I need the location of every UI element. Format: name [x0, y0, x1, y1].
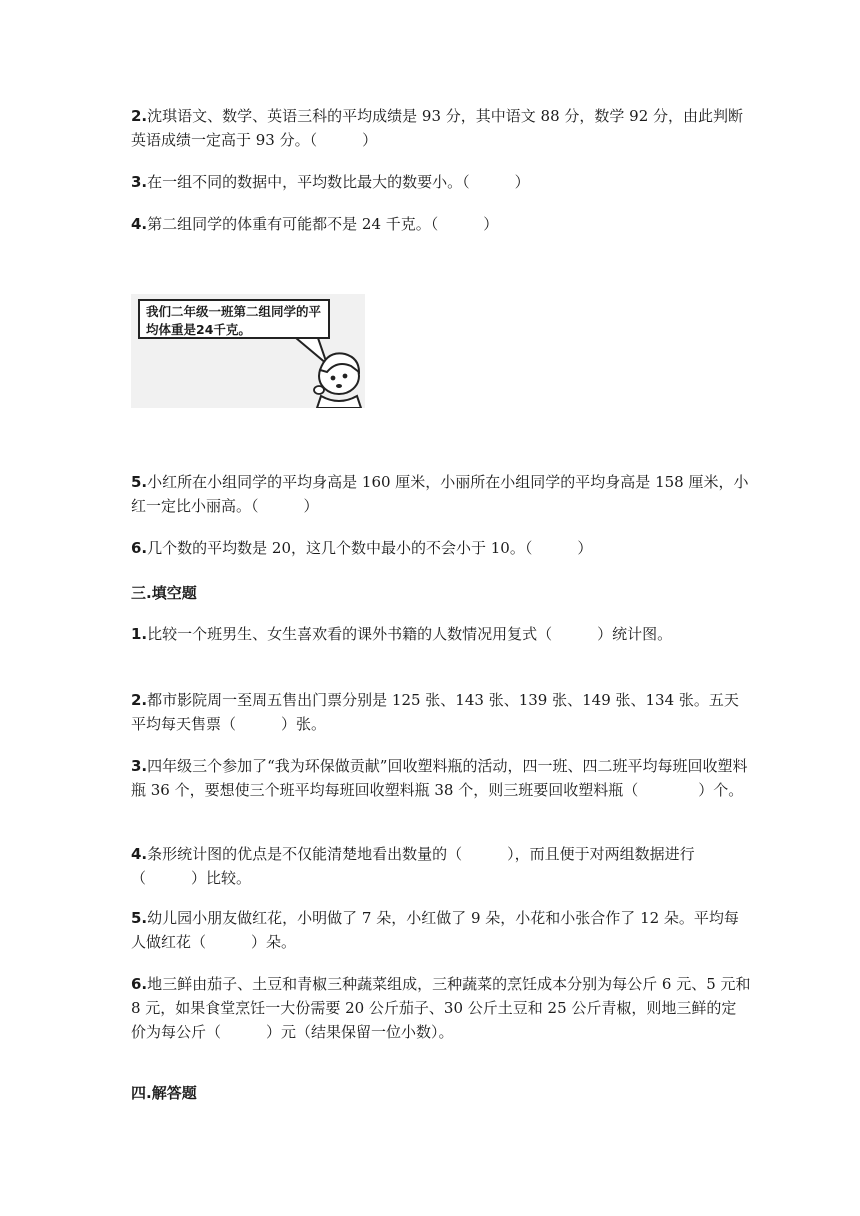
section-title-answer: 四.解答题	[131, 1084, 197, 1102]
question-text: 比较一个班男生、女生喜欢看的课外书籍的人数情况用复式（ ）统计图。	[147, 625, 673, 643]
question-text: 沈琪语文、数学、英语三科的平均成绩是 93 分，其中语文 88 分，数学 92 分，由此判断英语成绩一定高于 93 分。（ ）	[131, 107, 744, 149]
question-text: 四年级三个参加了“我为环保做贡献”回收塑料瓶的活动，四一班、四二班平均每班回收塑料瓶 36 个，要想使三个班平均每班回收塑料瓶 38 个，则三班要回收塑料瓶（ ）个。	[131, 757, 748, 799]
speech-bubble-illustration	[131, 294, 365, 408]
judge-question-3	[131, 170, 751, 194]
fill-question-1	[131, 622, 751, 646]
question-number: 5.	[131, 473, 148, 491]
fill-question-6	[131, 972, 751, 1044]
question-number: 2.	[131, 691, 148, 709]
question-text: 在一组不同的数据中，平均数比最大的数要小。（ ）	[147, 173, 530, 191]
question-number: 2.	[131, 107, 148, 125]
question-text: 地三鲜由茄子、土豆和青椒三种蔬菜组成，三种蔬菜的烹饪成本分别为每公斤 6 元、5 元和 8 元，如果食堂烹饪一大份需要 20 公斤茄子、30 公斤土豆和 25 公斤青椒，则地三鲜的定价为每公斤（ ）元（结果保留一位小数）。	[131, 975, 751, 1041]
speech-bubble-text: 我们二年级一班第二组同学的平均体重是24千克。	[138, 299, 330, 339]
question-text: 条形统计图的优点是不仅能清楚地看出数量的（ ），而且便于对两组数据进行（ ）比较。	[131, 845, 695, 887]
judge-question-2	[131, 104, 751, 152]
question-number: 3.	[131, 757, 148, 775]
question-text: 小红所在小组同学的平均身高是 160 厘米，小丽所在小组同学的平均身高是 158 厘米，小红一定比小丽高。（ ）	[131, 473, 749, 515]
question-text: 幼儿园小朋友做红花，小明做了 7 朵，小红做了 9 朵，小花和小张合作了 12 朵。平均每人做红花（ ）朵。	[131, 909, 739, 951]
fill-question-5	[131, 906, 751, 954]
question-number: 6.	[131, 539, 148, 557]
question-text: 都市影院周一至周五售出门票分别是 125 张、143 张、139 张、149 张、134 张。五天平均每天售票（ ）张。	[131, 691, 739, 733]
fill-question-3	[131, 754, 751, 802]
judge-question-4	[131, 212, 751, 236]
judge-question-5	[131, 470, 751, 518]
fill-question-2	[131, 688, 751, 736]
section-title-fill-in: 三.填空题	[131, 584, 197, 602]
question-number: 1.	[131, 625, 148, 643]
question-number: 3.	[131, 173, 148, 191]
question-number: 5.	[131, 909, 148, 927]
question-text: 第二组同学的体重有可能都不是 24 千克。（ ）	[147, 215, 499, 233]
question-text: 几个数的平均数是 20，这几个数中最小的不会小于 10。（ ）	[147, 539, 593, 557]
judge-question-6	[131, 536, 751, 560]
fill-question-4	[131, 842, 751, 890]
question-number: 4.	[131, 845, 148, 863]
question-number: 6.	[131, 975, 148, 993]
question-number: 4.	[131, 215, 148, 233]
